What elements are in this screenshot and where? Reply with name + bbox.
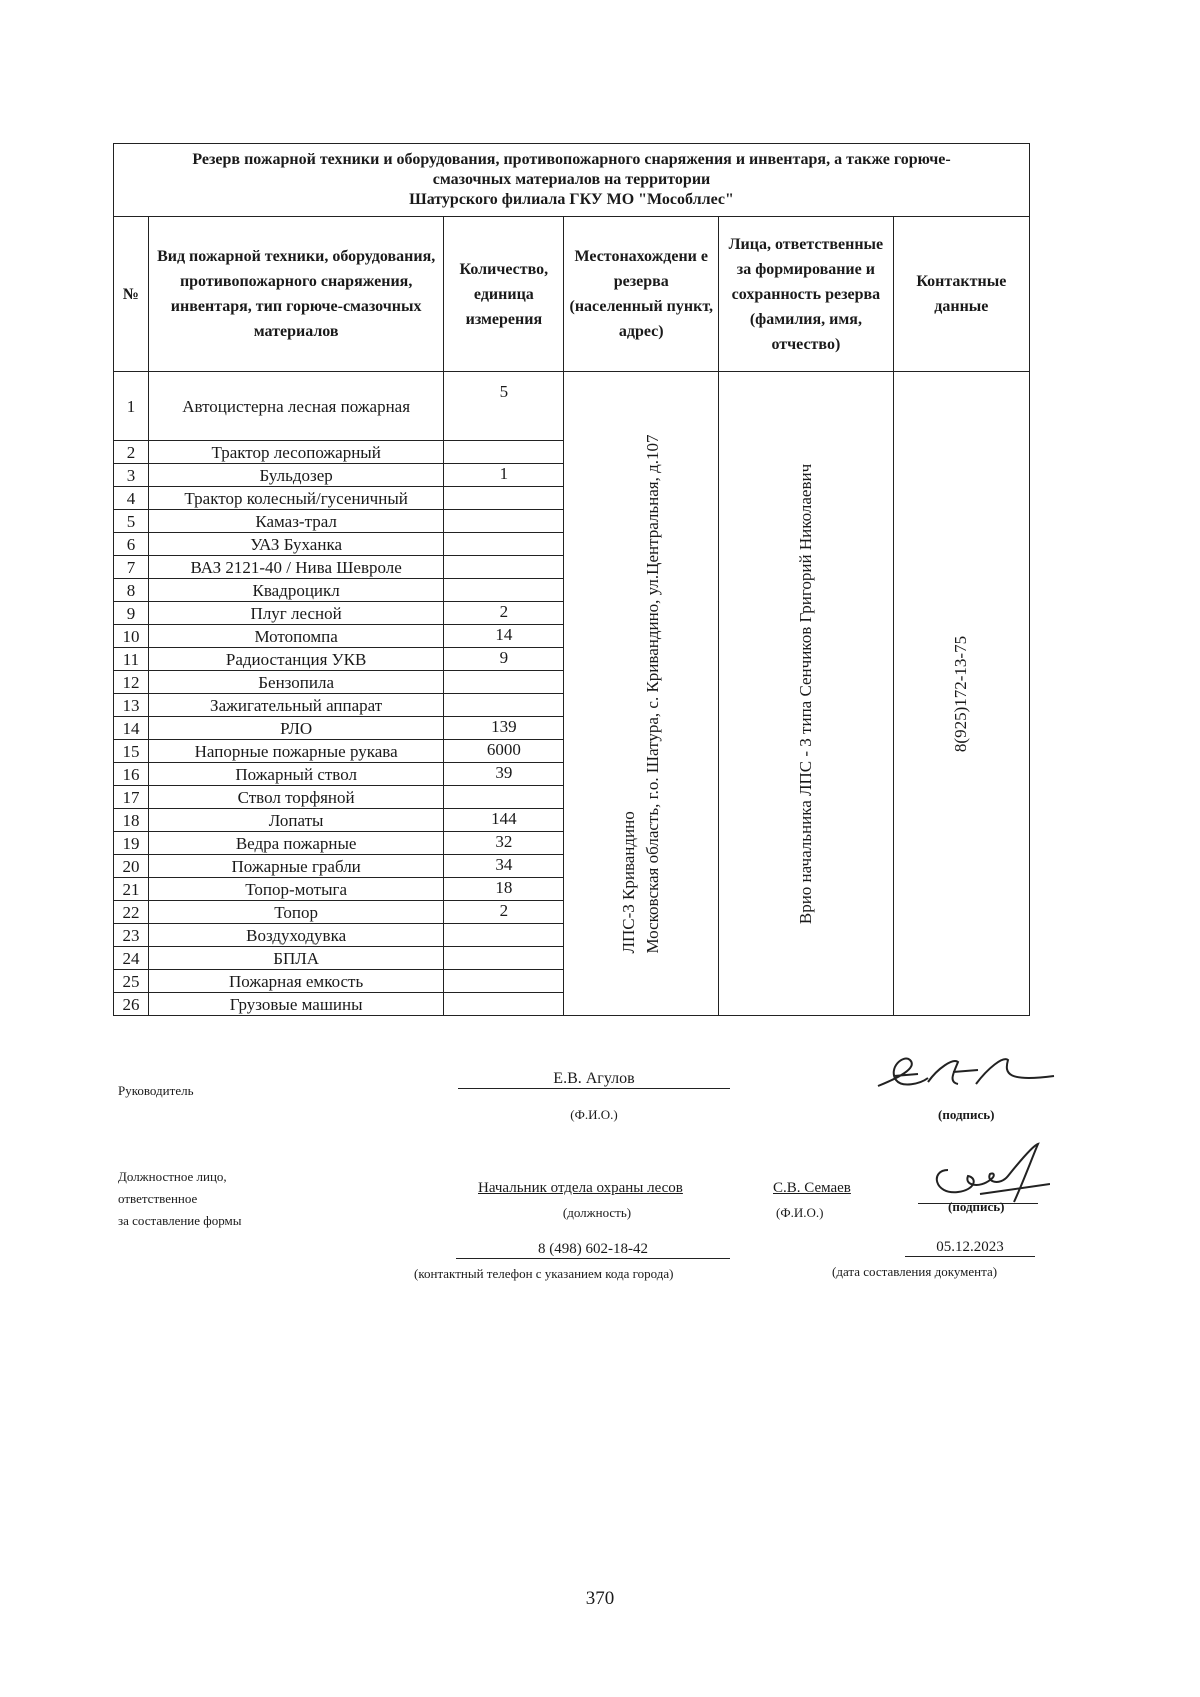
row-number: 5 [114,510,149,533]
official-position: Начальник отдела охраны лесов [478,1180,683,1196]
row-qty: 18 [444,878,564,901]
official-phone: 8 (498) 602-18-42 [456,1241,730,1259]
row-qty: 2 [444,901,564,924]
row-name: Напорные пожарные рукава [148,740,444,763]
row-number: 1 [114,372,149,441]
row-number: 21 [114,878,149,901]
row-qty: 6000 [444,740,564,763]
page-number: 370 [585,1588,615,1609]
head-name: Е.В. Агулов [458,1070,730,1089]
row-name: Топор-мотыга [148,878,444,901]
reserve-table [113,143,1030,1016]
row-number: 13 [114,694,149,717]
row-qty [444,579,564,602]
official-fio-label: (Ф.И.О.) [776,1205,824,1220]
official-label [118,1166,241,1232]
row-number: 20 [114,855,149,878]
title-line-2: смазочных материалов на территории [432,171,711,188]
row-number: 15 [114,740,149,763]
header-contacts: Контактные данные [893,217,1029,372]
head-label: Руководитель [118,1083,194,1098]
row-qty [444,510,564,533]
head-fio-label: (Ф.И.О.) [570,1107,618,1122]
row-name: Воздуходувка [148,924,444,947]
location-line-1: ЛПС-3 Кривандино [619,810,639,954]
row-qty: 9 [444,648,564,671]
header-location: Местонахождени е резерва (населенный пункт, адрес) [564,217,719,372]
row-qty: 144 [444,809,564,832]
table-row [114,372,1030,441]
row-name: Бульдозер [148,464,444,487]
row-number: 23 [114,924,149,947]
row-number: 3 [114,464,149,487]
row-name: УАЗ Буханка [148,533,444,556]
header-no: № [114,217,149,372]
official-label-line-1: Должностное лицо, [118,1169,227,1184]
row-qty: 39 [444,763,564,786]
row-number: 18 [114,809,149,832]
row-name: Бензопила [148,671,444,694]
header-type: Вид пожарной техники, оборудования, противопожарного снаряжения, инвентаря, тип горюче-смазочных материалов [148,217,444,372]
row-name: Трактор колесный/гусеничный [148,487,444,510]
row-name: Плуг лесной [148,602,444,625]
row-number: 8 [114,579,149,602]
row-name: Квадроцикл [148,579,444,602]
row-name: Лопаты [148,809,444,832]
row-qty [444,487,564,510]
row-qty [444,786,564,809]
official-position-label: (должность) [562,1205,632,1220]
date-label: (дата составления документа) [832,1264,998,1279]
row-name: Трактор лесопожарный [148,441,444,464]
row-number: 14 [114,717,149,740]
head-sign-label: (подпись) [938,1107,995,1122]
row-number: 11 [114,648,149,671]
row-number: 16 [114,763,149,786]
row-name: Камаз-трал [148,510,444,533]
row-qty: 14 [444,625,564,648]
responsible-cell [719,372,893,1016]
row-number: 24 [114,947,149,970]
row-number: 9 [114,602,149,625]
row-name: Радиостанция УКВ [148,648,444,671]
row-qty [444,993,564,1016]
row-name: Ствол торфяной [148,786,444,809]
responsible-text: Врио начальника ЛПС - 3 типа Сенчиков Григорий Николаевич [795,463,815,924]
location-line-2: Московская область, г.о. Шатура, с. Кривандино, ул.Центральная, д.107 [643,433,663,954]
row-qty [444,556,564,579]
row-name: Грузовые машины [148,993,444,1016]
row-name: Пожарная емкость [148,970,444,993]
row-name: Ведра пожарные [148,832,444,855]
row-number: 10 [114,625,149,648]
official-label-line-2: ответственное [118,1191,198,1206]
row-name: Топор [148,901,444,924]
row-qty: 1 [444,464,564,487]
row-qty [444,924,564,947]
location-cell [564,372,719,1016]
row-name: РЛО [148,717,444,740]
row-qty: 2 [444,602,564,625]
row-number: 6 [114,533,149,556]
row-number: 2 [114,441,149,464]
contacts-text: 8(925)172-13-75 [951,635,971,752]
header-responsible: Лица, ответственные за формирование и сохранность резерва (фамилия, имя, отчество) [719,217,893,372]
official-sign-label: (подпись) [948,1199,1005,1214]
row-qty: 34 [444,855,564,878]
row-qty [444,970,564,993]
location-text [617,434,665,953]
contacts-cell [893,372,1029,1016]
row-qty [444,694,564,717]
title-line-1: Резерв пожарной техники и оборудования, противопожарного снаряжения и инвентаря, а также горюче- [192,151,951,168]
row-number: 17 [114,786,149,809]
row-number: 22 [114,901,149,924]
official-name: С.В. Семаев [773,1180,851,1196]
row-qty: 5 [444,372,564,441]
phone-label: (контактный телефон с указанием кода города) [414,1266,674,1281]
header-qty: Количество, единица измерения [444,217,564,372]
row-name: Мотопомпа [148,625,444,648]
row-qty [444,671,564,694]
row-name: Пожарные грабли [148,855,444,878]
row-name: Зажигательный аппарат [148,694,444,717]
row-qty: 139 [444,717,564,740]
document-date: 05.12.2023 [905,1239,1035,1257]
row-qty [444,947,564,970]
row-qty [444,533,564,556]
head-signature-icon [858,1048,1058,1098]
table-title [114,144,1030,217]
row-name: БПЛА [148,947,444,970]
row-number: 7 [114,556,149,579]
row-number: 25 [114,970,149,993]
official-label-line-3: за составление формы [118,1213,242,1228]
row-number: 19 [114,832,149,855]
row-number: 26 [114,993,149,1016]
row-name: Автоцистерна лесная пожарная [148,372,444,441]
row-number: 4 [114,487,149,510]
row-name: ВАЗ 2121-40 / Нива Шевроле [148,556,444,579]
row-qty [444,441,564,464]
title-line-3: Шатурского филиала ГКУ МО "Мособллес" [409,191,734,208]
row-name: Пожарный ствол [148,763,444,786]
row-qty: 32 [444,832,564,855]
row-number: 12 [114,671,149,694]
